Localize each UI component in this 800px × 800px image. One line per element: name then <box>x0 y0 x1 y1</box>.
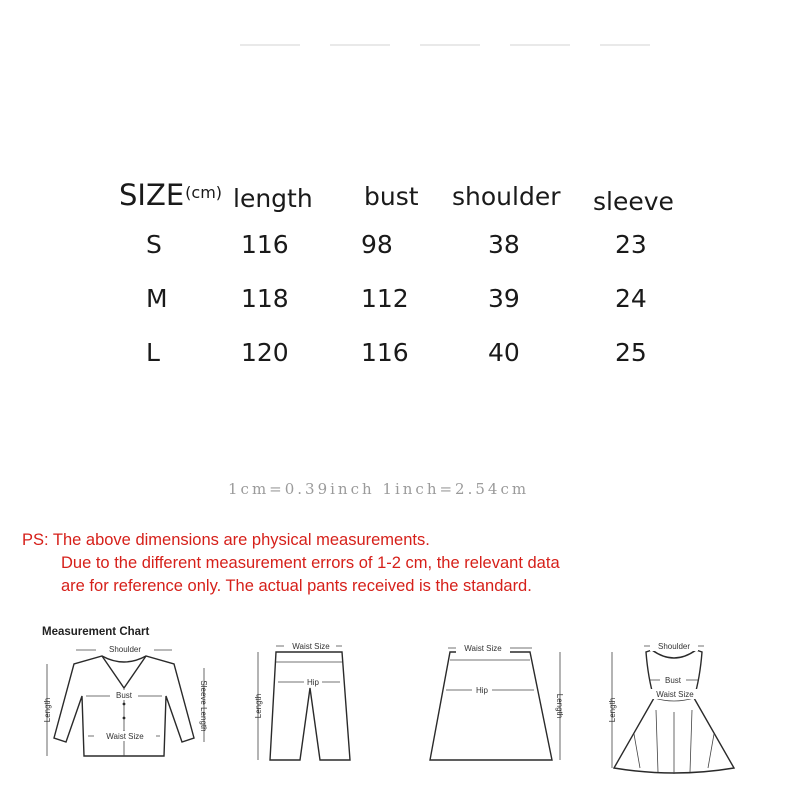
ps-note-line: are for reference only. The actual pants received is the standard. <box>61 577 532 595</box>
pants-icon <box>238 638 368 768</box>
shirt-sleeve-label: Sleeve Length <box>199 680 208 732</box>
row-size-label: M <box>146 284 168 313</box>
cell-shoulder: 39 <box>488 284 520 313</box>
dress-shoulder-label: Shoulder <box>657 642 691 651</box>
column-header-bust: bust <box>364 182 419 211</box>
cell-sleeve: 25 <box>615 338 647 367</box>
unit-conversion-note: 1cm=0.39inch 1inch=2.54cm <box>228 480 530 498</box>
pants-waist-label: Waist Size <box>292 642 330 651</box>
row-size-label: S <box>146 230 162 259</box>
cell-sleeve: 24 <box>615 284 647 313</box>
pants-hip-label: Hip <box>306 678 320 687</box>
ps-note-line: PS: The above dimensions are physical measurements. <box>22 531 430 549</box>
cell-length: 116 <box>241 230 289 259</box>
cell-length: 120 <box>241 338 289 367</box>
column-header-sleeve: sleeve <box>593 187 674 216</box>
cell-sleeve: 23 <box>615 230 647 259</box>
pants-length-label: Length <box>254 693 263 719</box>
cell-shoulder: 38 <box>488 230 520 259</box>
dress-bust-label: Bust <box>664 676 682 685</box>
unit-label: (cm) <box>185 183 223 202</box>
cell-length: 118 <box>241 284 289 313</box>
cell-bust: 112 <box>361 284 409 313</box>
shirt-shoulder-label: Shoulder <box>108 645 142 654</box>
size-header: $SIZE^{(cm)}$ <box>119 178 223 212</box>
ps-note-line: Due to the different measurement errors of 1-2 cm, the relevant data <box>61 554 560 572</box>
column-header-length: length <box>233 184 313 213</box>
skirt-hip-label: Hip <box>475 686 489 695</box>
faint-top-rule <box>240 44 650 46</box>
cell-shoulder: 40 <box>488 338 520 367</box>
dress-diagram <box>600 638 750 778</box>
shirt-length-label: Length <box>43 697 52 723</box>
size-table <box>110 172 690 382</box>
dress-waist-label: Waist Size <box>656 690 694 699</box>
skirt-waist-label: Waist Size <box>464 644 502 653</box>
column-header-shoulder: shoulder <box>452 182 561 211</box>
ps-note <box>22 529 560 598</box>
shirt-bust-label: Bust <box>115 691 133 700</box>
cell-bust: 116 <box>361 338 409 367</box>
cell-bust: 98 <box>361 230 393 259</box>
row-size-label: L <box>146 338 160 367</box>
pants-diagram <box>238 638 368 768</box>
shirt-diagram <box>36 638 216 768</box>
skirt-icon <box>422 638 572 768</box>
skirt-diagram <box>422 638 572 768</box>
shirt-waist-label: Waist Size <box>106 732 144 741</box>
shirt-icon <box>36 638 216 768</box>
measurement-chart-title: Measurement Chart <box>42 626 150 638</box>
dress-icon <box>600 638 750 778</box>
dress-length-label: Length <box>608 697 617 723</box>
skirt-length-label: Length <box>555 693 564 719</box>
